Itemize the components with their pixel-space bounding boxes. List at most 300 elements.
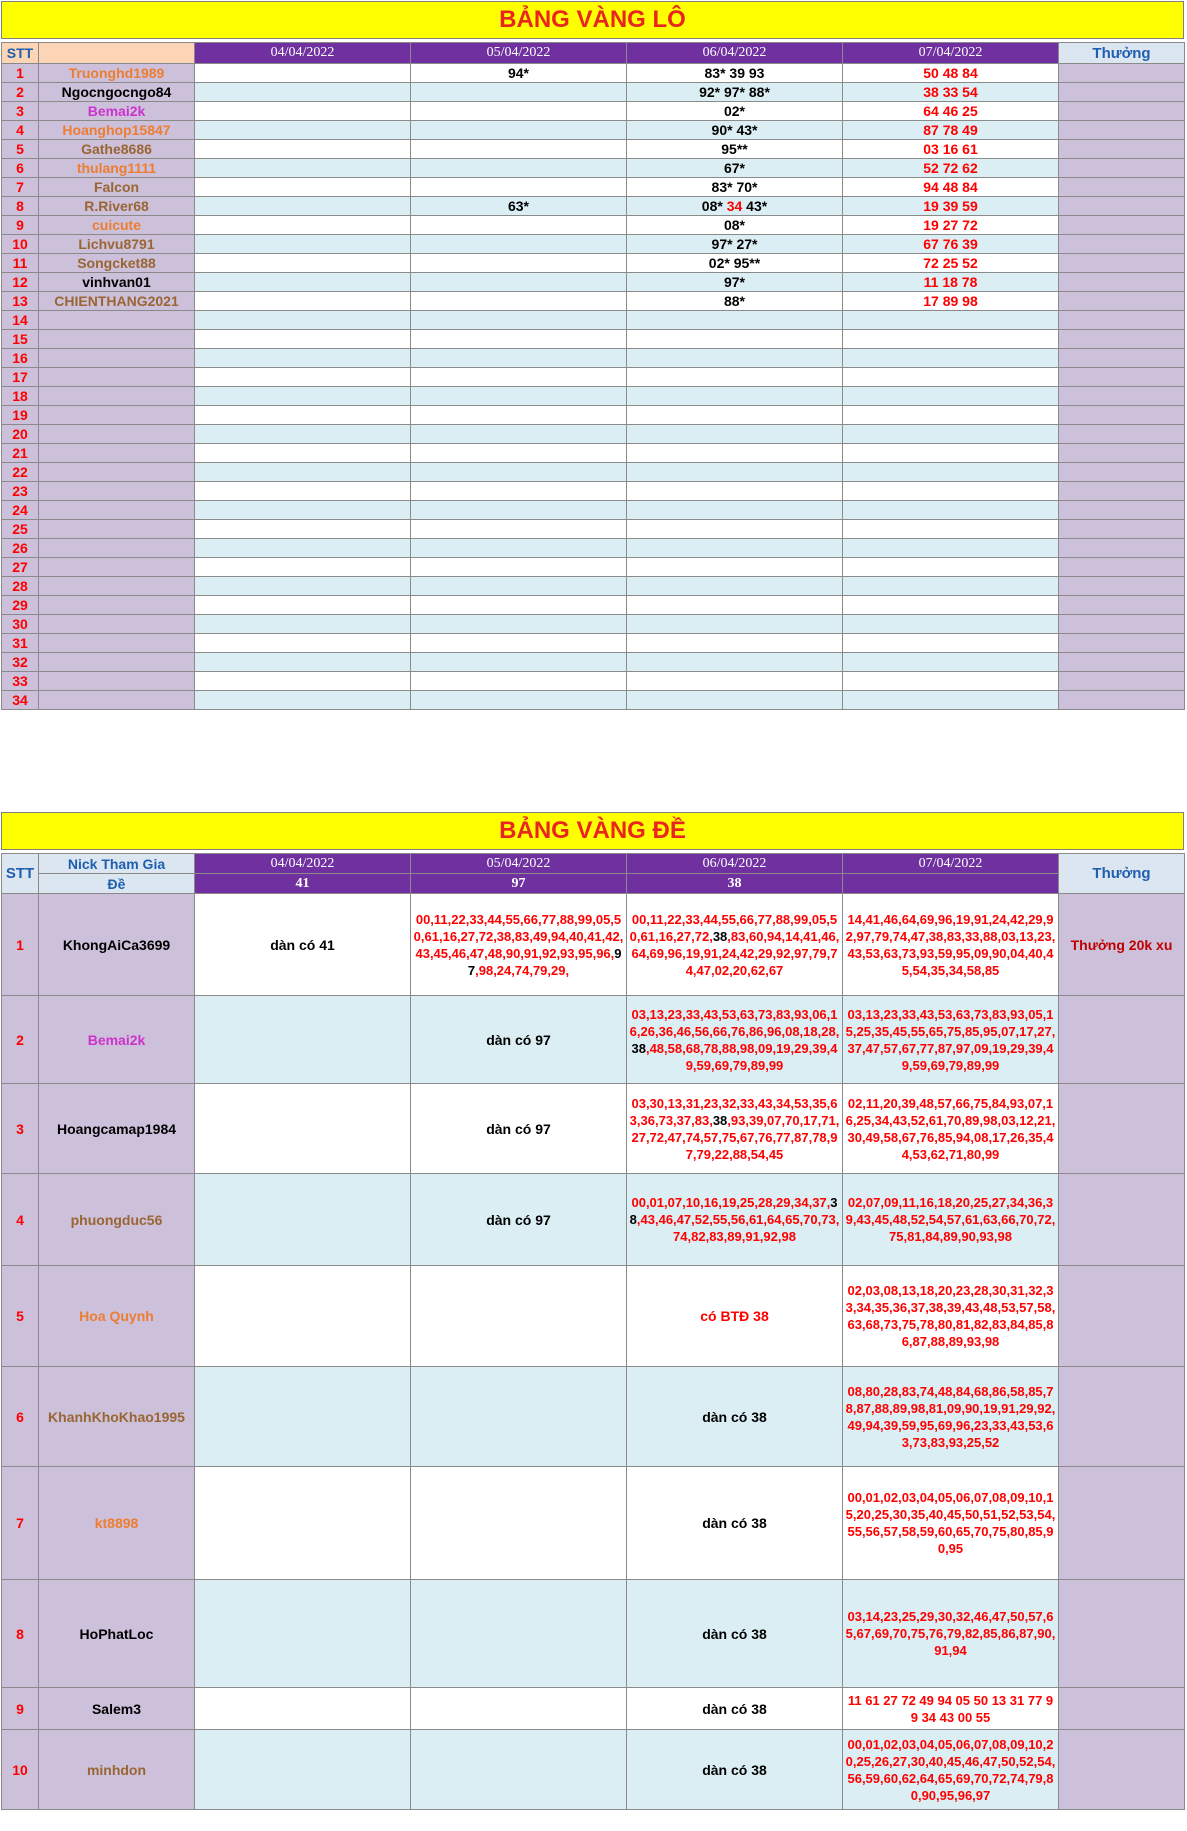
pick-cell: 64 46 25 (843, 102, 1059, 121)
pick-cell (195, 330, 411, 349)
de-pick-cell (627, 1467, 843, 1580)
pick-cell (411, 444, 627, 463)
table-row (2, 406, 1185, 425)
segment-text: 08* (701, 198, 727, 214)
thuong-cell (1059, 235, 1185, 254)
pick-cell (843, 539, 1059, 558)
de-pick-cell (195, 1367, 411, 1467)
thuong-cell (1059, 672, 1185, 691)
segment-text: 02* 95** (708, 255, 761, 271)
pick-cell: 50 48 84 (843, 64, 1059, 83)
nick-cell[interactable] (39, 615, 195, 634)
segment-text: 08,80,28,83,74,48,84,68,86,58,85,78,87,88,89,98,81,09,90,19,91,29,92,49,94,39,59,95,69,96,23,33,43,53,63,73,83,93,25,52 (845, 1383, 1056, 1450)
nick-cell[interactable] (39, 501, 195, 520)
pick-cell (843, 672, 1059, 691)
nick-cell[interactable] (39, 444, 195, 463)
table-row (2, 444, 1185, 463)
stt-cell: 12 (2, 273, 39, 292)
nick-cell[interactable]: Songcket88 (39, 254, 195, 273)
nick-cell[interactable]: vinhvan01 (39, 273, 195, 292)
de-pick-cell (411, 1688, 627, 1730)
stt-cell: 5 (2, 140, 39, 159)
pick-cell (843, 425, 1059, 444)
stt-cell: 23 (2, 482, 39, 501)
stt-cell: 19 (2, 406, 39, 425)
pick-cell (411, 615, 627, 634)
segment-text: ,43,46,47,52,55,56,61,64,65,70,73,74,82,83,89,91,92,98 (636, 1212, 840, 1244)
pick-cell (627, 482, 843, 501)
pick-cell (627, 539, 843, 558)
de-nick-header: Nick Tham Gia (39, 854, 195, 874)
stt-cell: 31 (2, 634, 39, 653)
pick-cell (195, 292, 411, 311)
pick-cell: 17 89 98 (843, 292, 1059, 311)
pick-cell (411, 482, 627, 501)
segment-text: 14,41,46,64,69,96,19,91,24,42,29,92,97,79,74,47,38,83,33,88,03,13,23,43,53,63,73,93,59,95,09,90,04,40,45,54,35,34,58,85 (845, 911, 1056, 978)
pick-cell (627, 254, 843, 273)
table-row (2, 254, 1185, 273)
stt-cell: 13 (2, 292, 39, 311)
thuong-cell (1059, 482, 1185, 501)
stt-cell: 5 (2, 1266, 39, 1367)
pick-cell (195, 273, 411, 292)
thuong-cell (1059, 368, 1185, 387)
pick-cell (627, 273, 843, 292)
pick-cell: 67 76 39 (843, 235, 1059, 254)
pick-cell (195, 615, 411, 634)
segment-text: 97* 27* (711, 236, 758, 252)
segment-text: ,83,60,94,14,41,46,64,69,96,19,91,24,42,29,92,97,79,74,47,02,20,62,67 (631, 928, 840, 978)
segment-text: dàn có 38 (702, 1625, 767, 1642)
pick-cell (843, 558, 1059, 577)
pick-cell (627, 653, 843, 672)
thuong-cell (1059, 634, 1185, 653)
pick-cell (843, 368, 1059, 387)
stt-cell: 7 (2, 178, 39, 197)
table-row (2, 159, 1185, 178)
table-row (2, 691, 1185, 710)
de-pick-cell (195, 894, 411, 996)
pick-cell (411, 235, 627, 254)
de-pick-cell (411, 1580, 627, 1688)
de-pick-cell (843, 1467, 1059, 1580)
segment-text: 00,01,02,03,04,05,06,07,08,09,10,15,20,25,30,35,40,45,50,51,52,53,54,55,56,57,58,59,60,65,70,75,80,85,90,95 (845, 1490, 1056, 1556)
pick-cell (195, 197, 411, 216)
pick-cell (627, 596, 843, 615)
pick-cell (411, 83, 627, 102)
de-pick-cell (843, 1367, 1059, 1467)
nick-cell[interactable] (39, 577, 195, 596)
nick-cell[interactable] (39, 463, 195, 482)
stt-cell: 8 (2, 197, 39, 216)
de-result-value: 38 (627, 874, 843, 894)
nick-cell[interactable] (39, 368, 195, 387)
pick-cell (411, 539, 627, 558)
stt-cell: 17 (2, 368, 39, 387)
nick-cell[interactable]: Salem3 (39, 1688, 195, 1730)
nick-cell[interactable] (39, 425, 195, 444)
pick-cell (843, 311, 1059, 330)
pick-cell (195, 349, 411, 368)
table-row (2, 83, 1185, 102)
pick-cell (627, 501, 843, 520)
stt-cell: 2 (2, 83, 39, 102)
pick-cell (627, 216, 843, 235)
thuong-cell (1059, 102, 1185, 121)
de-pick-cell (195, 1174, 411, 1266)
segment-text: 03,13,23,33,43,53,63,73,83,93,06,16,26,36,46,56,66,76,86,96,08,18,28, (629, 1006, 840, 1039)
pick-cell (843, 482, 1059, 501)
de-result-value (843, 874, 1059, 894)
nick-cell[interactable]: cuicute (39, 216, 195, 235)
table-row (2, 368, 1185, 387)
thuong-cell (1059, 1580, 1185, 1688)
pick-cell (843, 444, 1059, 463)
pick-cell (411, 311, 627, 330)
pick-cell (411, 596, 627, 615)
nick-cell[interactable]: thulang1111 (39, 159, 195, 178)
segment-text: 34 (726, 198, 743, 214)
nick-cell[interactable] (39, 349, 195, 368)
de-pick-cell (627, 1367, 843, 1467)
nick-cell[interactable]: Falcon (39, 178, 195, 197)
nick-cell[interactable]: R.River68 (39, 197, 195, 216)
nick-cell[interactable] (39, 520, 195, 539)
table-row (2, 482, 1185, 501)
pick-cell (411, 102, 627, 121)
pick-cell (195, 406, 411, 425)
nick-cell[interactable]: Bemai2k (39, 102, 195, 121)
de-pick-cell (627, 1174, 843, 1266)
nick-cell[interactable] (39, 672, 195, 691)
pick-cell (411, 387, 627, 406)
table-row (2, 273, 1185, 292)
pick-cell (627, 634, 843, 653)
stt-cell: 15 (2, 330, 39, 349)
lo-stt-header: STT (2, 43, 39, 64)
nick-cell[interactable]: Hoanghop15847 (39, 121, 195, 140)
table-row (2, 1367, 1185, 1467)
pick-cell (195, 653, 411, 672)
stt-cell: 8 (2, 1580, 39, 1688)
table-row (2, 653, 1185, 672)
stt-cell: 11 (2, 254, 39, 273)
segment-text: dàn có 38 (702, 1761, 767, 1778)
segment-text: 83* 70* (711, 179, 758, 195)
pick-cell (195, 387, 411, 406)
stt-cell: 28 (2, 577, 39, 596)
thuong-cell (1059, 83, 1185, 102)
pick-cell (627, 691, 843, 710)
pick-cell (195, 311, 411, 330)
pick-cell (627, 444, 843, 463)
stt-cell: 27 (2, 558, 39, 577)
table-row (2, 140, 1185, 159)
table-row (2, 387, 1185, 406)
nick-cell[interactable] (39, 653, 195, 672)
table-row (2, 1580, 1185, 1688)
pick-cell (411, 159, 627, 178)
pick-cell (627, 520, 843, 539)
pick-cell (411, 406, 627, 425)
stt-cell: 34 (2, 691, 39, 710)
thuong-cell (1059, 330, 1185, 349)
stt-cell: 25 (2, 520, 39, 539)
nick-cell[interactable]: Bemai2k (39, 996, 195, 1084)
table-row (2, 996, 1185, 1084)
de-pick-cell (843, 1688, 1059, 1730)
pick-cell (411, 634, 627, 653)
nick-cell[interactable] (39, 558, 195, 577)
stt-cell: 7 (2, 1467, 39, 1580)
nick-cell[interactable]: CHIENTHANG2021 (39, 292, 195, 311)
de-result-value: 41 (195, 874, 411, 894)
pick-cell (195, 140, 411, 159)
stt-cell: 9 (2, 1688, 39, 1730)
pick-cell (195, 64, 411, 83)
pick-cell (195, 178, 411, 197)
segment-text: 97* (723, 274, 746, 290)
table-row (2, 672, 1185, 691)
de-pick-cell (411, 894, 627, 996)
de-pick-cell (843, 1084, 1059, 1174)
segment-text: 00,01,07,10,16,19,25,28,29,34,37, (631, 1195, 831, 1210)
thuong-cell (1059, 1084, 1185, 1174)
table-row (2, 463, 1185, 482)
de-pick-cell (411, 1467, 627, 1580)
thuong-cell (1059, 1688, 1185, 1730)
thuong-cell (1059, 216, 1185, 235)
pick-cell (411, 330, 627, 349)
pick-cell (411, 653, 627, 672)
lo-title: BẢNG VÀNG LÔ (1, 1, 1184, 39)
pick-cell: 03 16 61 (843, 140, 1059, 159)
stt-cell: 4 (2, 1174, 39, 1266)
pick-cell (627, 615, 843, 634)
table-row (2, 1730, 1185, 1810)
de-header-row (2, 854, 1185, 874)
nick-cell[interactable] (39, 596, 195, 615)
pick-cell (843, 349, 1059, 368)
de-pick-cell (411, 1084, 627, 1174)
de-pick-cell (627, 1266, 843, 1367)
de-pick-cell (627, 1580, 843, 1688)
segment-text: 88* (723, 293, 746, 309)
thuong-cell (1059, 653, 1185, 672)
thuong-cell (1059, 197, 1185, 216)
de-pick-cell (411, 1730, 627, 1810)
pick-cell: 63* (411, 197, 627, 216)
de-pick-cell (843, 996, 1059, 1084)
pick-cell (843, 634, 1059, 653)
lo-nick-header (39, 43, 195, 64)
pick-cell (195, 216, 411, 235)
pick-cell (195, 83, 411, 102)
pick-cell (627, 83, 843, 102)
segment-text: có BTĐ 38 (700, 1308, 769, 1324)
de-date-header: 06/04/2022 (627, 854, 843, 874)
de-pick-cell (627, 1730, 843, 1810)
nick-cell[interactable] (39, 539, 195, 558)
nick-cell[interactable]: Truonghd1989 (39, 64, 195, 83)
segment-text: 67* (723, 160, 746, 176)
nick-cell[interactable]: phuongduc56 (39, 1174, 195, 1266)
table-row (2, 292, 1185, 311)
pick-cell (627, 425, 843, 444)
segment-text: 03,30,13,31,23,32,33,43,34,53,35,63,36,73,37,83, (629, 1095, 838, 1128)
segment-text: 11 61 27 72 49 94 05 50 13 31 77 99 34 43 00 55 (847, 1692, 1054, 1725)
thuong-cell (1059, 1174, 1185, 1266)
pick-cell (195, 121, 411, 140)
segment-text: 02,07,09,11,16,18,20,25,27,34,36,39,43,45,48,52,54,57,61,63,66,70,72,75,81,84,89,90,93,98 (845, 1195, 1056, 1244)
nick-cell[interactable] (39, 311, 195, 330)
pick-cell (411, 349, 627, 368)
de-pick-cell (195, 1266, 411, 1367)
thuong-cell (1059, 463, 1185, 482)
pick-cell (411, 216, 627, 235)
nick-cell[interactable]: HoPhatLoc (39, 1580, 195, 1688)
de-pick-cell (843, 1730, 1059, 1810)
nick-cell[interactable]: Ngocngocngo84 (39, 83, 195, 102)
table-row (2, 216, 1185, 235)
pick-cell (195, 368, 411, 387)
stt-cell: 30 (2, 615, 39, 634)
pick-cell (195, 634, 411, 653)
thuong-cell (1059, 996, 1185, 1084)
thuong-cell (1059, 520, 1185, 539)
pick-cell (627, 121, 843, 140)
nick-cell[interactable]: KhanhKhoKhao1995 (39, 1367, 195, 1467)
segment-text: ,48,58,68,78,88,98,09,19,29,39,49,59,69,79,89,99 (645, 1040, 838, 1073)
nick-cell[interactable]: KhongAiCa3699 (39, 894, 195, 996)
lo-date-header: 06/04/2022 (627, 43, 843, 64)
thuong-cell (1059, 273, 1185, 292)
table-row (2, 1688, 1185, 1730)
pick-cell (843, 406, 1059, 425)
pick-cell (411, 463, 627, 482)
de-nick-header-line2: Đề (39, 874, 195, 894)
thuong-cell (1059, 159, 1185, 178)
stt-cell: 1 (2, 64, 39, 83)
stt-cell: 6 (2, 159, 39, 178)
nick-cell[interactable] (39, 330, 195, 349)
pick-cell (195, 235, 411, 254)
thuong-cell (1059, 1730, 1185, 1810)
segment-text: 00,01,02,03,04,05,06,07,08,09,10,20,25,26,27,30,40,45,46,47,50,52,54,56,59,60,62,64,65,69,70,72,74,79,80,90,95,96,97 (845, 1736, 1056, 1803)
pick-cell (195, 596, 411, 615)
lo-thuong-header: Thưởng (1059, 43, 1185, 64)
pick-cell (411, 368, 627, 387)
de-pick-cell (195, 1084, 411, 1174)
pick-cell (843, 501, 1059, 520)
table-row (2, 501, 1185, 520)
table-row (2, 577, 1185, 596)
nick-cell[interactable] (39, 482, 195, 501)
segment-text: 03,14,23,25,29,30,32,46,47,50,57,65,67,69,70,75,76,79,82,85,86,87,90,91,94 (845, 1609, 1056, 1658)
de-pick-cell (195, 1730, 411, 1810)
de-thuong-header: Thưởng (1059, 854, 1185, 894)
stt-cell: 16 (2, 349, 39, 368)
thuong-cell: Thưởng 20k xu (1059, 894, 1185, 996)
nick-cell[interactable]: kt8898 (39, 1467, 195, 1580)
nick-cell[interactable] (39, 406, 195, 425)
pick-cell (627, 463, 843, 482)
thuong-cell (1059, 1367, 1185, 1467)
pick-cell: 94* (411, 64, 627, 83)
nick-cell[interactable]: Gathe8686 (39, 140, 195, 159)
pick-cell (411, 425, 627, 444)
stt-cell: 26 (2, 539, 39, 558)
pick-cell (195, 558, 411, 577)
pick-cell (843, 691, 1059, 710)
de-table (1, 853, 1185, 1810)
segment-text: 38 (631, 1040, 646, 1056)
pick-cell (195, 672, 411, 691)
table-row (2, 235, 1185, 254)
stt-cell: 14 (2, 311, 39, 330)
segment-text: 00,11,22,33,44,55,66,77,88,99,05,50,61,16,27,72, (629, 911, 838, 944)
de-pick-cell (411, 1367, 627, 1467)
lo-date-header: 07/04/2022 (843, 43, 1059, 64)
pick-cell (627, 64, 843, 83)
pick-cell (411, 558, 627, 577)
segment-text: 08* (723, 217, 746, 233)
pick-cell (195, 463, 411, 482)
pick-cell (411, 254, 627, 273)
pick-cell: 94 48 84 (843, 178, 1059, 197)
de-pick-cell (627, 1084, 843, 1174)
table-row (2, 1084, 1185, 1174)
stt-cell: 32 (2, 653, 39, 672)
pick-cell: 11 18 78 (843, 273, 1059, 292)
de-pick-cell (843, 1174, 1059, 1266)
de-pick-cell (627, 894, 843, 996)
pick-cell (843, 463, 1059, 482)
segment-text: dàn có 38 (702, 1515, 767, 1531)
pick-cell (627, 311, 843, 330)
de-pick-cell (195, 1580, 411, 1688)
table-row (2, 121, 1185, 140)
stt-cell: 20 (2, 425, 39, 444)
nick-cell[interactable] (39, 691, 195, 710)
segment-text: dàn có 97 (486, 1031, 551, 1048)
de-pick-cell (195, 996, 411, 1084)
pick-cell: 19 27 72 (843, 216, 1059, 235)
nick-cell[interactable]: Lichvu8791 (39, 235, 195, 254)
nick-cell[interactable] (39, 387, 195, 406)
nick-cell[interactable]: Hoangcamap1984 (39, 1084, 195, 1174)
nick-cell[interactable]: Hoa Quynh (39, 1266, 195, 1367)
lo-date-header: 05/04/2022 (411, 43, 627, 64)
pick-cell (627, 102, 843, 121)
table-row (2, 894, 1185, 996)
segment-text: 83* 39 93 (704, 65, 765, 81)
stt-cell: 1 (2, 894, 39, 996)
pick-cell (627, 140, 843, 159)
table-row (2, 178, 1185, 197)
thuong-cell (1059, 425, 1185, 444)
pick-cell: 52 72 62 (843, 159, 1059, 178)
pick-cell (411, 577, 627, 596)
nick-cell[interactable] (39, 634, 195, 653)
stt-cell: 33 (2, 672, 39, 691)
segment-text: 38 (712, 928, 728, 944)
pick-cell (843, 330, 1059, 349)
pick-cell (195, 254, 411, 273)
thuong-cell (1059, 406, 1185, 425)
nick-cell[interactable]: minhdon (39, 1730, 195, 1810)
stt-cell: 10 (2, 235, 39, 254)
